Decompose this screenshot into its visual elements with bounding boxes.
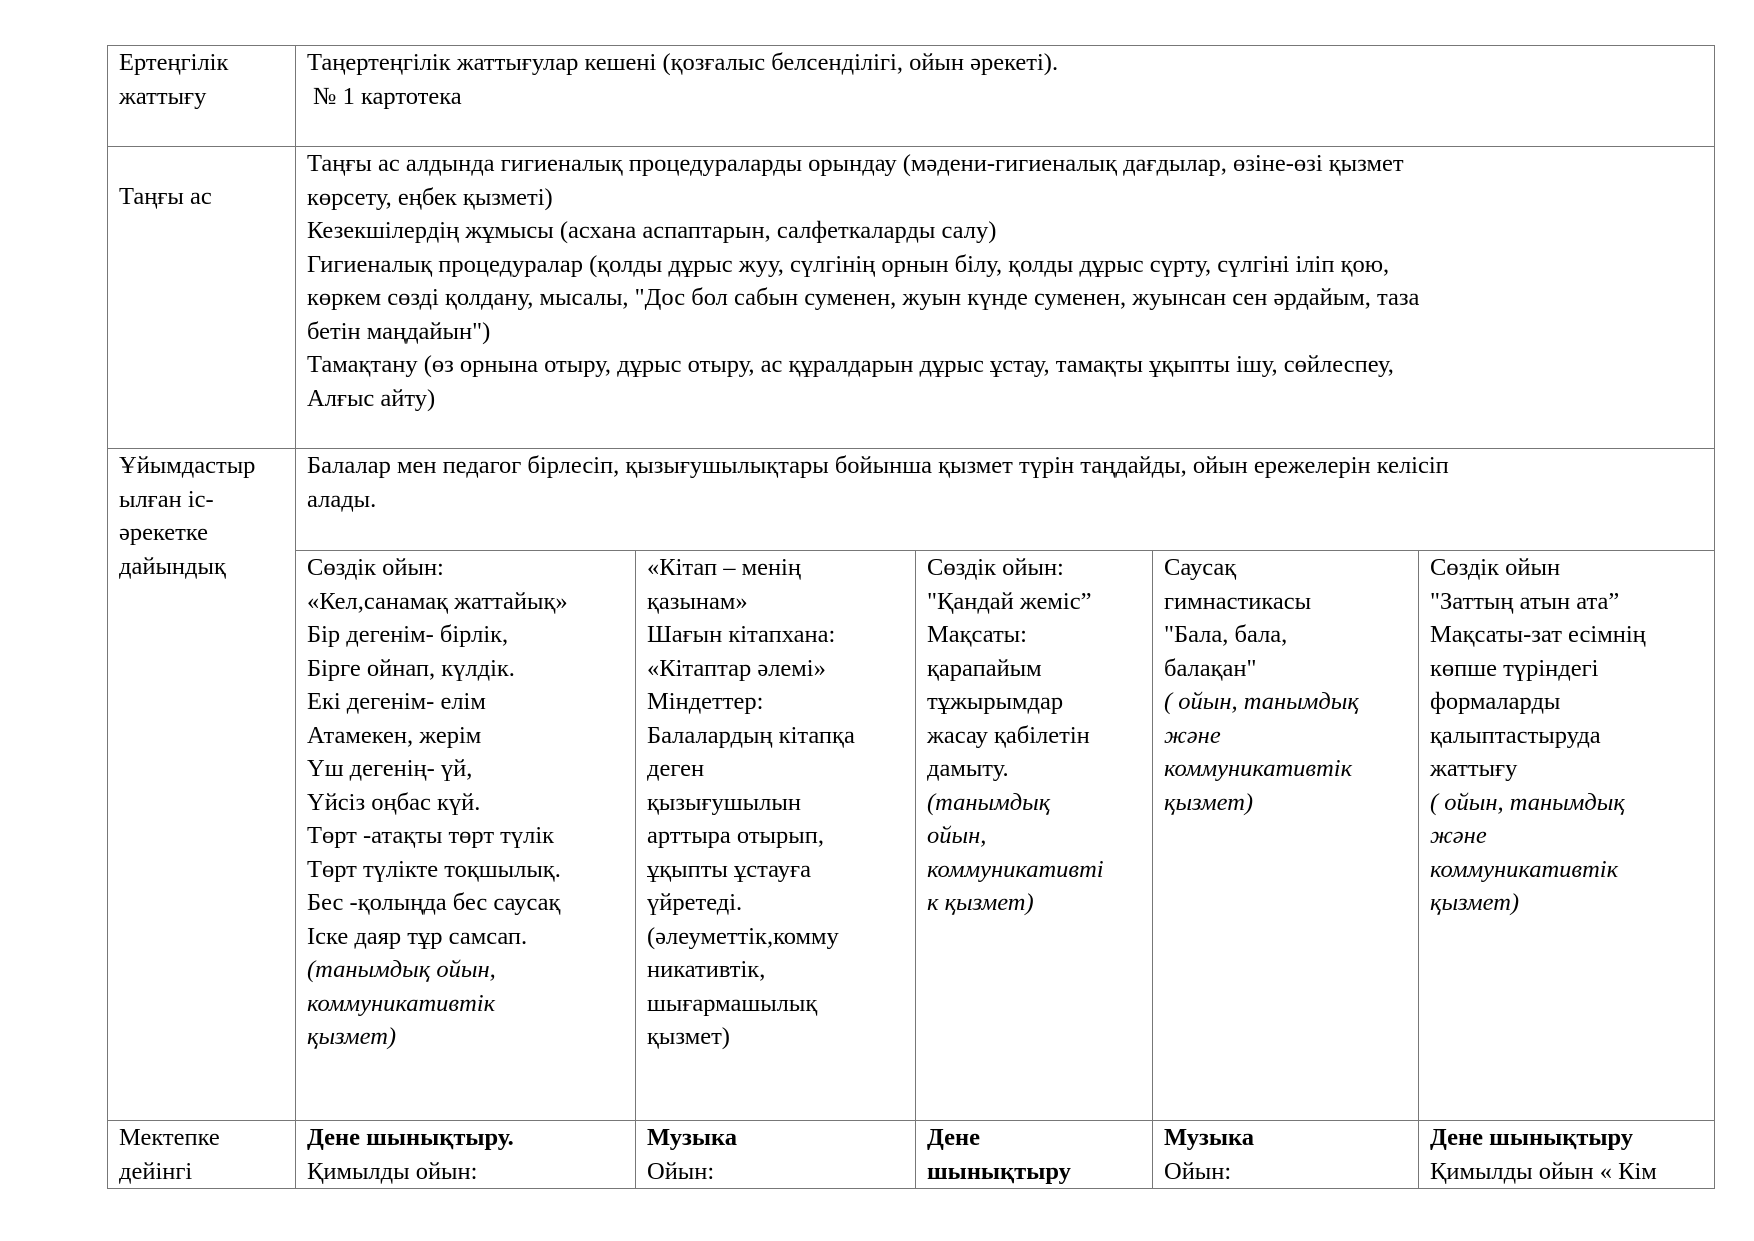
preparation-intro xyxy=(296,449,1715,551)
schedule-table xyxy=(107,45,1715,1189)
preschool-day-2 xyxy=(636,1121,916,1189)
content-line: арттыра отырып, xyxy=(647,822,824,849)
label-line: Таңғы ас xyxy=(119,183,212,210)
morning-exercise-content xyxy=(296,46,1715,147)
content-line: Сөздік ойын xyxy=(1430,554,1561,581)
content-line: көпше түріндегі xyxy=(1430,654,1599,682)
row-label-preschool xyxy=(108,1121,296,1189)
content-line: Бірге ойнап, күлдік. xyxy=(307,654,515,682)
row-breakfast xyxy=(108,147,1715,449)
label-line: дейінгі xyxy=(119,1157,193,1185)
content-line: Іске даяр тұр самсап. xyxy=(307,922,528,950)
content-line: Қимылды ойын: xyxy=(307,1157,478,1185)
activity-note: және xyxy=(1164,721,1221,749)
preschool-day-3 xyxy=(916,1121,1153,1189)
activity-note: қызмет) xyxy=(307,1023,397,1050)
content-line: қалыптастыруда xyxy=(1430,721,1601,749)
content-line: ұқыпты ұстауға xyxy=(647,855,811,883)
content-line: қызығушылын xyxy=(647,788,801,816)
activity-note: коммуникативтік xyxy=(307,989,496,1017)
content-line: № 1 картотека xyxy=(307,82,462,110)
content-line: Алғыс айту) xyxy=(307,384,436,412)
content-line: Ойын: xyxy=(1164,1157,1232,1185)
content-line: Балалар мен педагог бірлесіп, қызығушылықтары бойынша қызмет түрін таңдайды, ойын ережелерін келісіп xyxy=(307,452,1449,479)
row-label-morning-exercise xyxy=(108,46,296,147)
preschool-day-5 xyxy=(1419,1121,1715,1189)
subject-title: Дене шынықтыру xyxy=(1430,1124,1634,1151)
subject-title: шынықтыру xyxy=(927,1157,1071,1185)
content-line: «Кел,санамақ жаттайық» xyxy=(307,587,568,615)
label-line: дайындық xyxy=(119,552,226,580)
content-line: балақан" xyxy=(1164,654,1257,682)
content-line: (әлеуметтік,комму xyxy=(647,922,839,950)
subject-title: Дене xyxy=(927,1124,981,1151)
content-line: Таңғы ас алдында гигиеналық процедураларды орындау (мәдени-гигиеналық дағдылар, өзіне-өзі қызмет xyxy=(307,150,1404,177)
activity-note: коммуникативтік xyxy=(1164,755,1353,782)
subject-title: Музыка xyxy=(1164,1124,1255,1151)
prep-day-1 xyxy=(296,551,636,1121)
breakfast-content xyxy=(296,147,1715,449)
activity-note: ( ойын, танымдық xyxy=(1430,788,1625,816)
row-morning-exercise xyxy=(108,46,1715,147)
content-line: үйретеді. xyxy=(647,889,743,916)
content-line: Үш дегенің- үй, xyxy=(307,755,473,782)
content-line: тұжырымдар xyxy=(927,688,1064,715)
subject-title: Дене шынықтыру. xyxy=(307,1124,514,1151)
content-line: Ойын: xyxy=(647,1157,715,1185)
content-line: Мақсаты-зат есімнің xyxy=(1430,621,1646,648)
row-preparation xyxy=(108,449,1715,551)
activity-note: коммуникативтік xyxy=(1430,855,1619,883)
content-line: Сөздік ойын: xyxy=(307,554,444,581)
content-line: Атамекен, жерім xyxy=(307,721,482,749)
content-line: "Бала, бала, xyxy=(1164,621,1288,648)
content-line: Балалардың кітапқа xyxy=(647,721,855,749)
activity-note: коммуникативті xyxy=(927,855,1104,883)
content-line: гимнастикасы xyxy=(1164,587,1312,615)
content-line: қызмет) xyxy=(647,1023,730,1050)
content-line: «Кітаптар әлемі» xyxy=(647,654,826,682)
content-line: Төрт -атақты төрт түлік xyxy=(307,822,555,849)
activity-note: қызмет) xyxy=(1430,889,1520,916)
label-line: Ертеңгілік xyxy=(119,49,229,76)
label-line: Мектепке xyxy=(119,1124,220,1151)
content-line: шығармашылық xyxy=(647,989,818,1017)
content-line: «Кітап – менің xyxy=(647,554,801,581)
content-line: жасау қабілетін xyxy=(927,721,1090,749)
prep-day-3 xyxy=(916,551,1153,1121)
content-line: Бес -қолыңда бес саусақ xyxy=(307,889,561,916)
content-line: "Қандай жеміс” xyxy=(927,587,1092,615)
content-line: Үйсіз оңбас күй. xyxy=(307,788,481,816)
activity-note: және xyxy=(1430,822,1487,849)
activity-note: (танымдық xyxy=(927,788,1051,816)
content-line: Саусақ xyxy=(1164,554,1237,581)
content-line: көркем сөзді қолдану, мысалы, "Дос бол сабын суменен, жуын күнде суменен, жуынсан сен әрдайым, таза xyxy=(307,284,1420,311)
content-line: "Заттың атын ата” xyxy=(1430,587,1620,615)
content-line: Мақсаты: xyxy=(927,621,1027,648)
label-line: әрекетке xyxy=(119,519,209,546)
prep-day-4 xyxy=(1153,551,1419,1121)
content-line: қазынам» xyxy=(647,587,748,615)
content-line: Төрт түлікте тоқшылық. xyxy=(307,855,561,883)
content-line: Сөздік ойын: xyxy=(927,554,1064,581)
content-line: Екі дегенім- елім xyxy=(307,688,486,715)
content-line: қарапайым xyxy=(927,654,1042,682)
activity-note: к қызмет) xyxy=(927,889,1034,916)
content-line: жаттығу xyxy=(1430,755,1518,782)
content-line: көрсету, еңбек қызметі) xyxy=(307,183,553,211)
content-line: Тамақтану (өз орнына отыру, дұрыс отыру, ас құралдарын дұрыс ұстау, тамақты ұқыпты ішу, сөйлеспеу, xyxy=(307,351,1394,378)
activity-note: қызмет) xyxy=(1164,788,1254,816)
activity-note: (танымдық ойын, xyxy=(307,956,496,983)
label-line: жаттығу xyxy=(119,82,207,110)
preschool-day-4 xyxy=(1153,1121,1419,1189)
content-line: формаларды xyxy=(1430,688,1561,715)
subject-title: Музыка xyxy=(647,1124,738,1151)
content-line: Кезекшілердің жұмысы (асхана аспаптарын, салфеткаларды салу) xyxy=(307,217,997,244)
content-line: Бір дегенім- бірлік, xyxy=(307,621,509,648)
row-label-preparation xyxy=(108,449,296,1121)
content-line: никативтік, xyxy=(647,956,766,983)
content-line: дамыту. xyxy=(927,755,1009,782)
content-line: алады. xyxy=(307,485,377,513)
content-line: бетін маңдайын") xyxy=(307,317,491,345)
content-line: Таңертеңгілік жаттығулар кешені (қозғалыс белсенділігі, ойын әрекеті). xyxy=(307,49,1059,76)
prep-day-2 xyxy=(636,551,916,1121)
prep-day-5 xyxy=(1419,551,1715,1121)
content-line: Гигиеналық процедуралар (қолды дұрыс жуу, сүлгінің орнын білу, қолды дұрыс сүрту, сүлгіні іліп қою, xyxy=(307,250,1390,278)
label-line: ылған іс- xyxy=(119,485,214,513)
content-line: деген xyxy=(647,755,705,782)
label-line: Ұйымдастыр xyxy=(119,452,256,479)
content-line: Қимылды ойын « Кім xyxy=(1430,1157,1657,1185)
content-line: Шағын кітапхана: xyxy=(647,621,836,648)
row-label-breakfast xyxy=(108,147,296,449)
preschool-day-1 xyxy=(296,1121,636,1189)
content-line: Міндеттер: xyxy=(647,688,764,715)
row-preschool xyxy=(108,1121,1715,1189)
activity-note: ( ойын, танымдық xyxy=(1164,688,1359,715)
activity-note: ойын, xyxy=(927,822,987,849)
row-preparation-days xyxy=(108,551,1715,1121)
